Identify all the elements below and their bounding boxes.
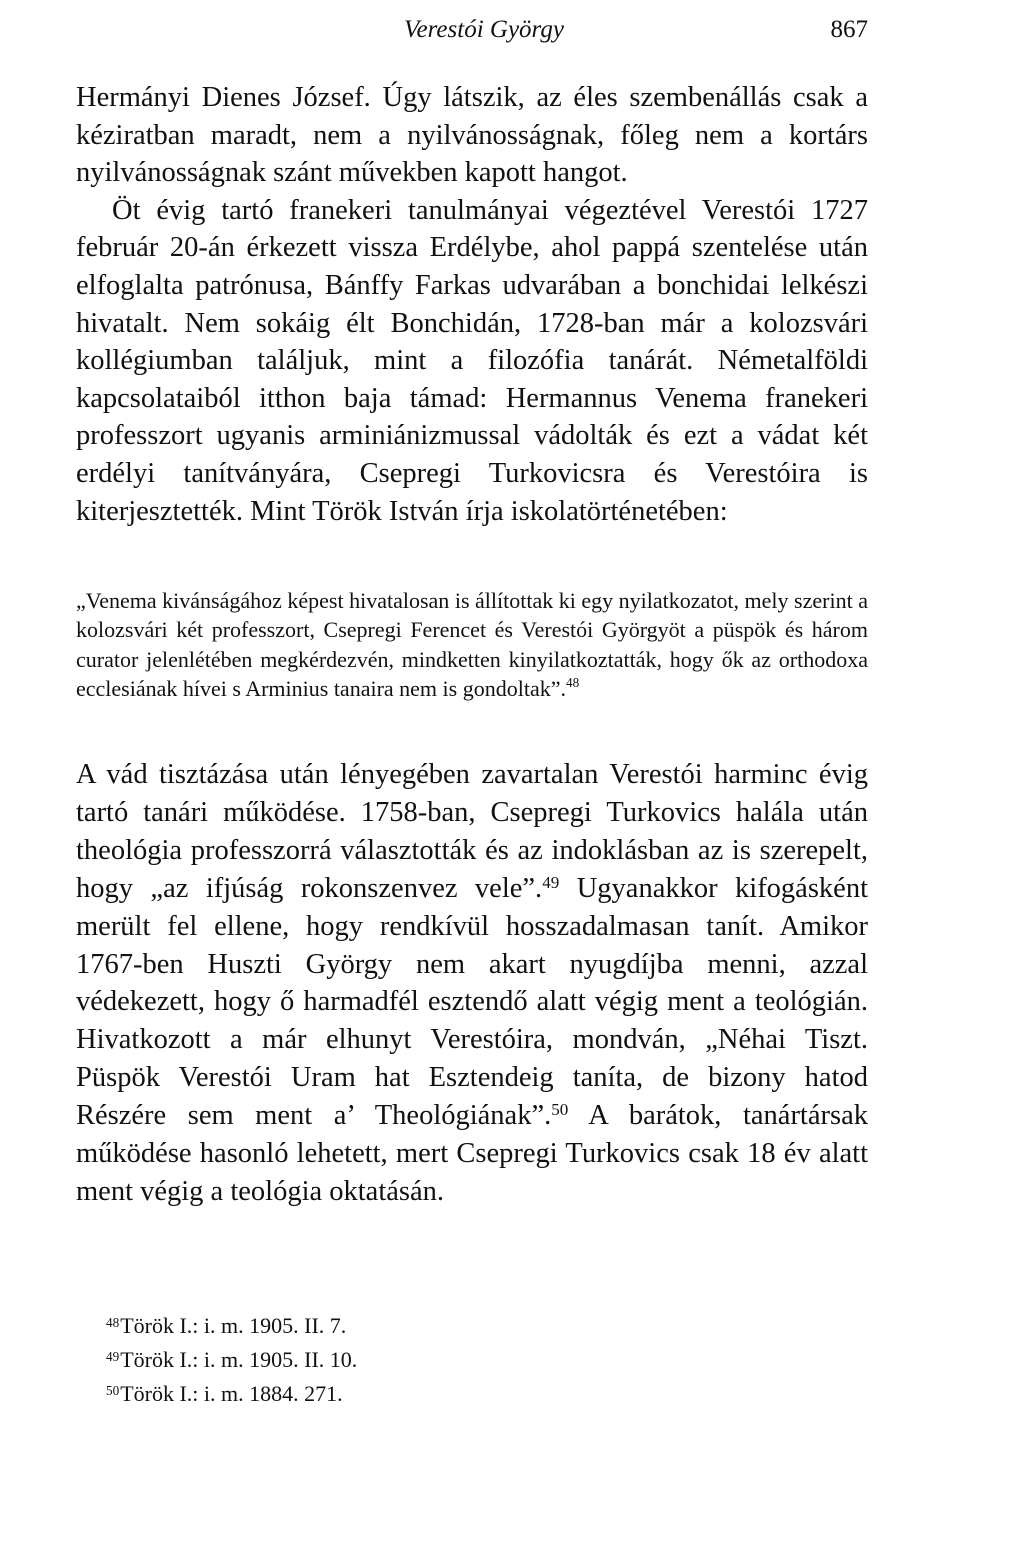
- footnote-text: Török I.: i. m. 1905. II. 10.: [120, 1347, 358, 1372]
- document-page: [76, 0, 868, 1563]
- footnote-ref-49: 49: [542, 872, 560, 892]
- paragraph-1: Hermányi Dienes József. Úgy látszik, az éles szembenállás csak a kéziratban maradt, nem a nyilvánosságnak, főleg nem a kortárs nyilvánosságnak szánt művekben kapott hangot.: [76, 82, 868, 189]
- quote-text: „Venema kivánságához képest hivatalosan is állítottak ki egy nyilatkozatot, mely szerint a kolozsvári két professzort, Csepregi Ferencet és Verestói Györgyöt a püspök és három curator jelenlétében megkérdezvén, mindketten kinyilatkoztatták, hogy ők az orthodoxa ecclesiának hívei s Arminius tanaira nem is gondoltak”.: [76, 588, 868, 701]
- paragraph-3-part-a: A vád tisztázása után lényegében zavartalan Verestói harminc évig tartó tanári működése. 1758-ban, Csepregi Turkovics halála után theológia professzorrá választották és az indoklásban az is szerepelt, hogy „az ifjúság rokonszenvez vele”.: [76, 759, 868, 904]
- footnote: [106, 1309, 706, 1343]
- paragraph-3-part-b: Ugyanakkor kifogásként merült fel ellene, hogy rendkívül hosszadalmasan tanít. Amikor 1767-ben Huszti György nem akart nyugdíjba menni, azzal védekezett, hogy ő harmadfél esztendő alatt végig ment a teológián. Hivatkozott a már elhunyt Verestóira, mondván, „Néhai Tiszt. Püspök Verestói Uram hat Esztendeig taníta, de bizony hatod Részére sem ment a’ Theológiának”.: [76, 872, 868, 1132]
- footnote-mark: 50: [106, 1383, 120, 1398]
- body-text-top: [76, 79, 868, 530]
- footnote: [106, 1377, 706, 1411]
- footnote-text: Török I.: i. m. 1905. II. 7.: [120, 1313, 347, 1338]
- block-quote: [76, 586, 868, 703]
- footnote-text: Török I.: i. m. 1884. 271.: [120, 1381, 343, 1406]
- footnote-mark: 49: [106, 1349, 120, 1364]
- footnote-ref-50: 50: [551, 1100, 569, 1120]
- paragraph-2: Öt évig tartó franekeri tanulmányai végeztével Verestói 1727 február 20-án érkezett vissza Erdélybe, ahol pappá szentelése után elfoglalta patrónusa, Bánffy Farkas udvarában a bonchidai lelkészi hivatalt. Nem sokáig élt Bonchidán, 1728-ban már a kolozsvári kollégiumban találjuk, mint a filozófia tanárát. Németalföldi kapcsolataiból itthon baja támad: Hermannus Venema franekeri professzort ugyanis arminiánizmussal vádolták és ezt a vádat két erdélyi tanítványára, Csepregi Turkovicsra és Verestóira is kiterjesztették. Mint Török István írja iskolatörténetében:: [76, 194, 868, 527]
- running-title: Verestói György: [404, 16, 564, 43]
- page-header: [76, 12, 868, 48]
- paragraph-3-part-c: A barátok, tanártársak működése hasonló lehetett, mert Csepregi Turkovics csak 18 év alatt ment végig a teológia oktatásán.: [76, 1100, 868, 1207]
- paragraph-3: [76, 756, 868, 1211]
- footnote-ref-48: 48: [565, 674, 580, 690]
- footnote-mark: 48: [106, 1315, 120, 1330]
- footnote: [106, 1343, 706, 1377]
- page-number: 867: [830, 16, 868, 43]
- footnotes: [106, 1309, 706, 1411]
